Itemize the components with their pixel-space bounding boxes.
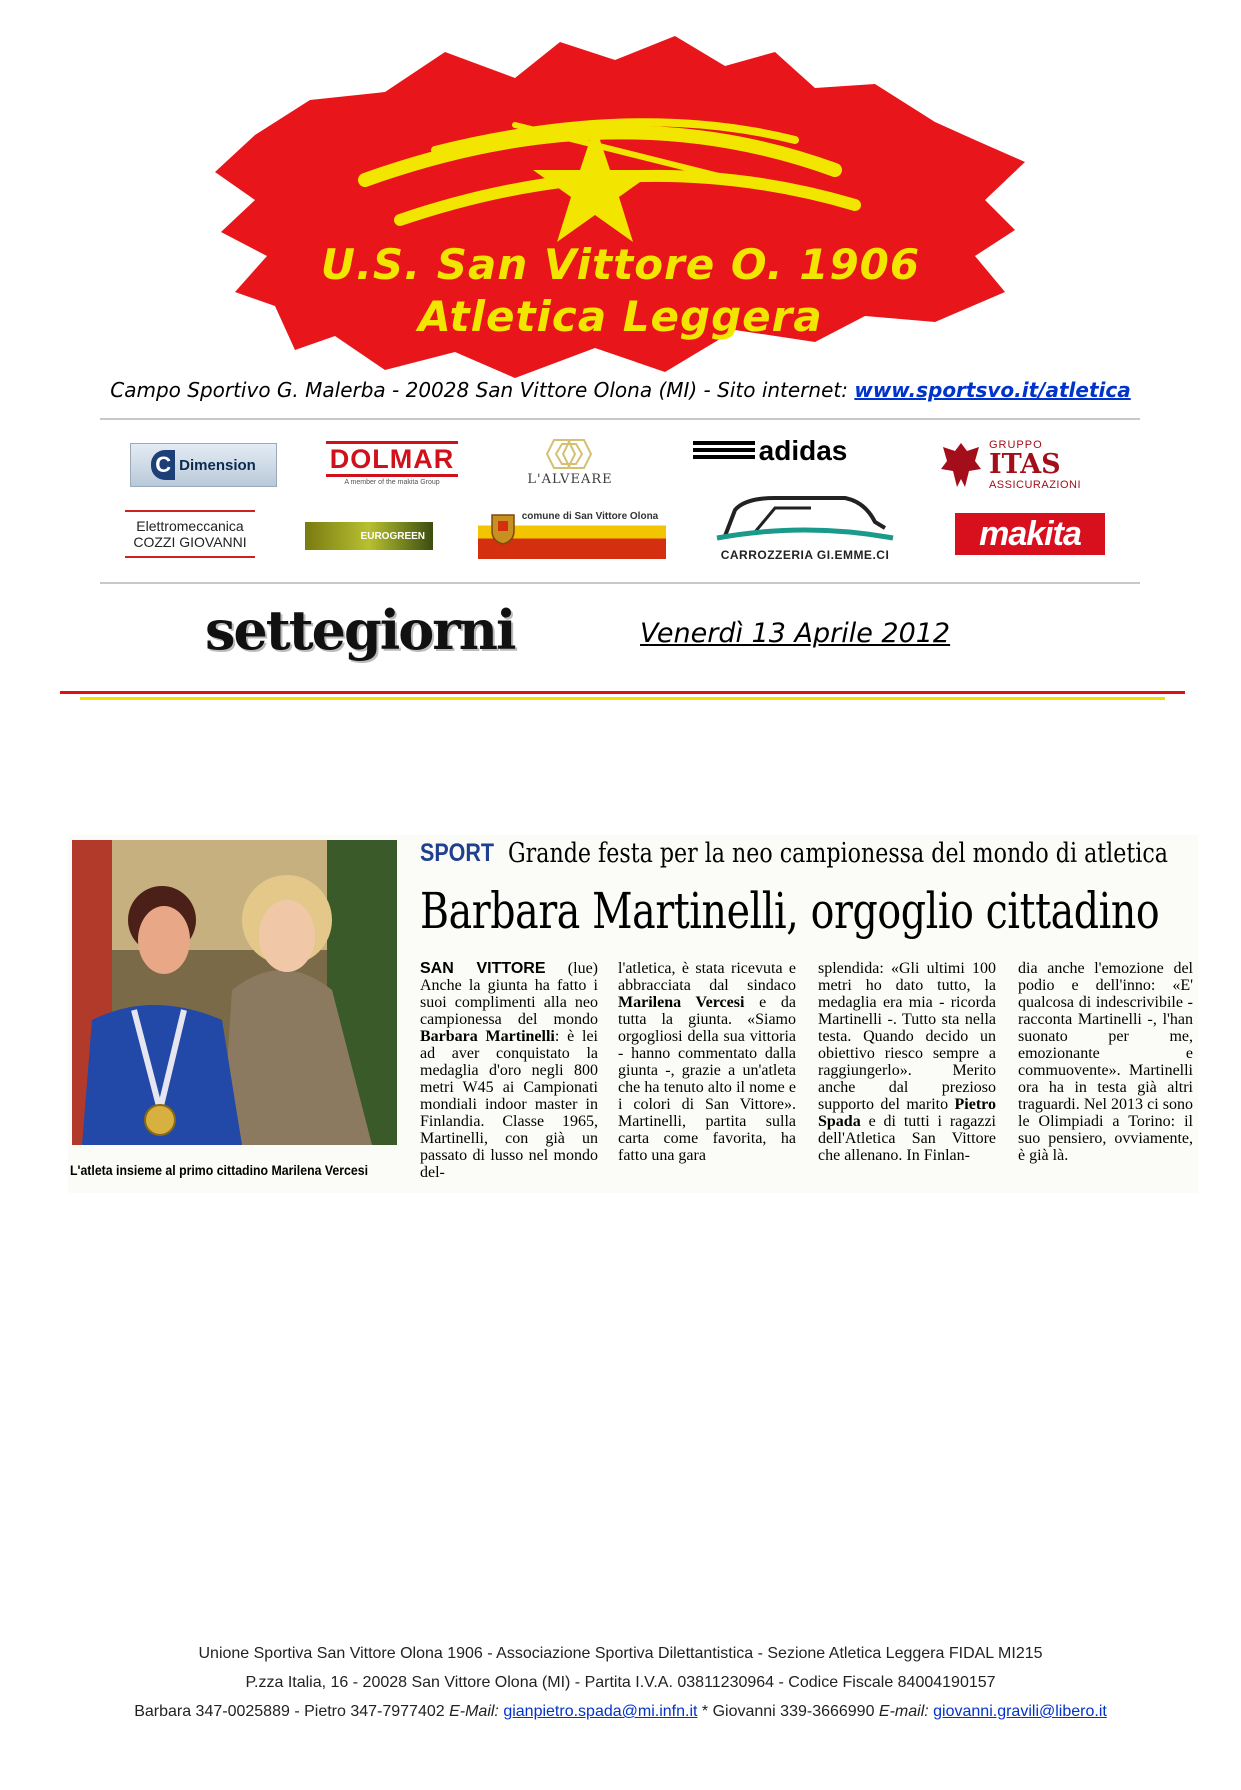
gemme-text: CARROZZERIA GI.EMME.CI <box>720 548 890 562</box>
email-link-spada[interactable]: gianpietro.spada@mi.infn.it <box>503 1703 698 1720</box>
website-link[interactable]: www.sportsvo.it/atletica <box>854 378 1131 402</box>
article-kicker: SPORT <box>420 839 495 867</box>
sponsor-dolmar-logo <box>325 437 459 489</box>
dolmar-subtitle: A member of the makita Group <box>344 478 440 486</box>
sponsor-adidas-logo <box>680 435 860 467</box>
article-column-4 <box>1018 960 1193 1164</box>
sponsor-itas-logo <box>935 435 1085 495</box>
sponsor-comune-logo <box>478 505 666 559</box>
club-section: Atletica Leggera <box>418 292 823 341</box>
photo-caption: L'atleta insieme al primo cittadino Marilena Vercesi <box>70 1162 369 1178</box>
car-silhouette-icon <box>715 492 895 548</box>
email-link-gravili[interactable]: giovanni.gravili@libero.it <box>933 1703 1107 1720</box>
article-column-3 <box>818 960 996 1164</box>
itas-text: ITAS <box>988 449 1061 480</box>
divider-top <box>100 418 1140 420</box>
col2-name: Marilena Vercesi <box>618 994 745 1011</box>
eurogreen-text: EUROGREEN <box>360 530 425 542</box>
hexagon-icon <box>538 438 602 472</box>
makita-text: makita <box>979 514 1081 553</box>
article-column-1 <box>420 960 598 1181</box>
adidas-text: adidas <box>758 435 848 466</box>
sponsor-cozzi-logo <box>125 510 255 558</box>
itas-subtitle: ASSICURAZIONI <box>988 479 1082 491</box>
cozzi-line1: Elettromeccanica <box>136 518 244 534</box>
article-headline: Barbara Martinelli, orgoglio cittadino <box>420 882 1160 940</box>
itas-group-text: GRUPPO <box>988 439 1043 451</box>
sponsor-gemme-logo <box>710 478 900 562</box>
sponsor-alveare-logo <box>520 435 620 490</box>
footer-association: Unione Sportiva San Vittore Olona 1906 - Associazione Sportiva Dilettantistica - Sezione Atletica Leggera FIDAL MI215 <box>198 1645 1043 1662</box>
alveare-text: L'ALVEARE <box>527 472 613 487</box>
col3-text-b: e di tutti i ragazzi dell'Atletica San Vittore che allenano. In Finlan- <box>818 1113 996 1164</box>
red-rule <box>60 691 1185 694</box>
cozzi-line2: COZZI GIOVANNI <box>133 534 247 550</box>
dimension-mark-icon: C <box>151 450 175 480</box>
medal-icon <box>145 1105 175 1135</box>
article-column-2 <box>618 960 796 1164</box>
article-photo <box>72 840 397 1145</box>
col4-text-a: dia anche l'emozione del podio e dell'inno: «E' qualcosa di indescrivibile - racconta Martinelli -, l'han suonato per me, emozionante e commuovente». Martinelli ora ha in testa già altri traguardi. Nel 2013 ci sono le Olimpiadi a Torino: il suo pensiero, ovviamente, è già là. <box>1018 960 1193 1164</box>
email-label-1: E-Mail: <box>449 1703 504 1720</box>
sponsor-eurogreen-logo <box>305 522 433 550</box>
email-label-2: E-mail: <box>878 1703 934 1720</box>
coat-of-arms-icon <box>490 511 516 545</box>
yellow-rule <box>80 697 1165 700</box>
dolmar-text: DOLMAR <box>326 441 458 477</box>
adidas-stripes-icon <box>693 441 755 461</box>
comune-text: comune di San Vittore Olona <box>521 511 659 522</box>
address-text: Campo Sportivo G. Malerba - 20028 San Vittore Olona (MI) - Sito internet: <box>110 378 855 402</box>
col1-text-b: : è lei ad aver conquistato la medaglia d'oro negli 800 metri W45 ai Campionati mondiali indoor master in Finlandia. Classe 1965, Martinelli, con già un passato di lusso nel mondo del- <box>420 1028 598 1181</box>
club-name: U.S. San Vittore O. 1906 <box>320 240 921 289</box>
footer-fiscal: P.zza Italia, 16 - 20028 San Vittore Olona (MI) - Partita I.V.A. 03811230964 - Codice Fiscale 84004190157 <box>245 1674 996 1691</box>
col2-text-b: e da tutta la giunta. «Siamo orgogliosi della sua vittoria - hanno commentato dalla giunta -, grazie a un'atleta che ha tenuto alto il nome e i colori di San Vittore». Martinelli, partita sulla carta come favorita, ha fatto una gara <box>618 994 796 1164</box>
col2-text-a: l'atletica, è stata ricevuta e abbracciata dal sindaco <box>618 960 796 994</box>
issue-date: Venerdì 13 Aprile 2012 <box>640 618 951 649</box>
club-address <box>0 378 1241 402</box>
eagle-icon <box>939 439 983 491</box>
newspaper-masthead: settegiorni <box>205 598 515 662</box>
col3-name: Pietro Spada <box>818 1096 996 1130</box>
footer-phone-giovanni: * Giovanni 339-3666990 <box>697 1703 879 1720</box>
col3-text-a: splendida: «Gli ultimi 100 metri ho dato tutto, la medaglia era mia - ricorda Martinelli -. Tutto sta nella testa. Quando decido un obiettivo riesco sempre a raggiungerlo». Merito anche dal prezioso supporto del marito <box>818 960 996 1113</box>
footer-contacts <box>0 1703 1241 1721</box>
sponsor-makita-logo <box>955 513 1105 555</box>
dimension-text: Dimension <box>179 456 256 474</box>
footer-phones: Barbara 347-0025889 - Pietro 347-7977402 <box>134 1703 450 1720</box>
article-subhead: Grande festa per la neo campionessa del mondo di atletica <box>508 838 1168 869</box>
sponsor-dimension-logo <box>130 443 277 487</box>
col1-name: Barbara Martinelli <box>420 1028 555 1045</box>
col1-text-a: (lue) Anche la giunta ha fatto i suoi complimenti alla neo campionessa del mondo <box>420 960 598 1028</box>
article-dateline: SAN VITTORE <box>420 960 546 977</box>
divider-bottom <box>100 582 1140 584</box>
